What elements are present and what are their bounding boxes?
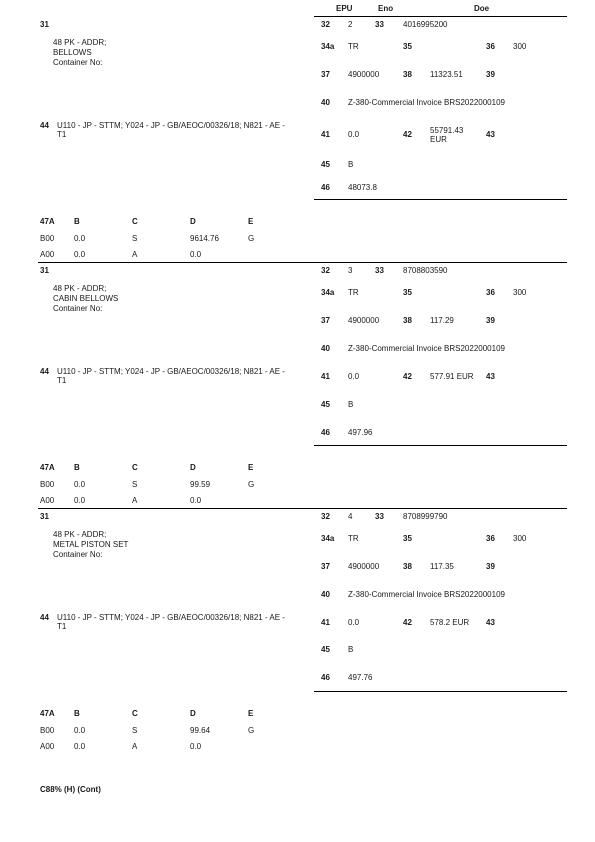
tax-cell: 0.0: [74, 496, 86, 505]
tax-cell: A: [132, 742, 138, 751]
field-34a-value: TR: [348, 534, 359, 543]
field-34a-value: TR: [348, 288, 359, 297]
field-42-value-1: 577.91 EUR: [430, 372, 474, 381]
footer-form-code: C88% (H) (Cont): [40, 785, 101, 794]
field-37-label: 37: [321, 316, 330, 325]
item-separator: [314, 199, 567, 200]
tax-header-b: B: [74, 217, 80, 226]
field-33-value: 8708803590: [403, 266, 448, 275]
goods-desc-line-2: BELLOWS: [53, 48, 92, 57]
field-41-label: 41: [321, 130, 330, 139]
tax-cell: A00: [40, 496, 55, 505]
field-37-label: 37: [321, 562, 330, 571]
box-44-text-2: T1: [57, 622, 67, 631]
field-43-label: 43: [486, 372, 495, 381]
item-separator: [314, 691, 567, 692]
field-36-label: 36: [486, 42, 495, 51]
field-33-label: 33: [375, 266, 384, 275]
tax-cell: 0.0: [74, 742, 86, 751]
box-44-text-1: U110 - JP - STTM; Y024 - JP - GB/AEOC/00326/18; N821 - AE -: [57, 613, 285, 622]
field-40-value: Z-380-Commercial Invoice BRS2022000109: [348, 98, 505, 107]
field-36-value: 300: [513, 42, 527, 51]
field-32-value: 3: [348, 266, 353, 275]
field-37-label: 37: [321, 70, 330, 79]
field-35-label: 35: [403, 534, 412, 543]
tax-header-c: C: [132, 217, 138, 226]
goods-desc-line-1: 48 PK - ADDR;: [53, 284, 107, 293]
field-34a-label: 34a: [321, 534, 335, 543]
box-31-label: 31: [40, 20, 49, 29]
item-separator: [314, 445, 567, 446]
tax-cell: S: [132, 480, 138, 489]
field-46-label: 46: [321, 183, 330, 192]
tax-header-47a: 47A: [40, 463, 55, 472]
field-41-label: 41: [321, 372, 330, 381]
field-42-value-2: EUR: [430, 135, 447, 144]
tax-cell: 99.64: [190, 726, 211, 735]
goods-desc-line-3: Container No:: [53, 304, 103, 313]
field-46-value: 497.96: [348, 428, 373, 437]
field-39-label: 39: [486, 562, 495, 571]
field-43-label: 43: [486, 618, 495, 627]
tax-cell: B00: [40, 234, 55, 243]
field-36-value: 300: [513, 288, 527, 297]
goods-desc-line-1: 48 PK - ADDR;: [53, 530, 107, 539]
box-44-text-1: U110 - JP - STTM; Y024 - JP - GB/AEOC/00326/18; N821 - AE -: [57, 367, 285, 376]
field-36-label: 36: [486, 288, 495, 297]
field-35-label: 35: [403, 42, 412, 51]
tax-cell: S: [132, 234, 138, 243]
tax-cell: A: [132, 496, 138, 505]
field-42-value-1: 55791.43: [430, 126, 464, 135]
tax-cell: A: [132, 250, 138, 259]
box-44-label: 44: [40, 121, 49, 130]
tax-header-b: B: [74, 709, 80, 718]
goods-desc-line-2: CABIN BELLOWS: [53, 294, 119, 303]
field-40-label: 40: [321, 344, 330, 353]
header-epu: EPU: [336, 4, 353, 13]
field-32-label: 32: [321, 512, 330, 521]
field-39-label: 39: [486, 70, 495, 79]
tax-cell: B00: [40, 726, 55, 735]
field-38-value: 11323.51: [430, 70, 463, 79]
field-42-value-1: 578.2 EUR: [430, 618, 470, 627]
field-32-value: 2: [348, 20, 353, 29]
tax-cell: 0.0: [74, 234, 86, 243]
field-42-label: 42: [403, 130, 412, 139]
field-41-value: 0.0: [348, 372, 360, 381]
tax-header-47a: 47A: [40, 709, 55, 718]
field-45-label: 45: [321, 160, 330, 169]
field-41-value: 0.0: [348, 618, 360, 627]
field-41-label: 41: [321, 618, 330, 627]
field-45-value: B: [348, 645, 354, 654]
goods-desc-line-3: Container No:: [53, 550, 103, 559]
tax-header-e: E: [248, 217, 254, 226]
header-rule: [314, 16, 567, 17]
tax-cell: G: [248, 480, 255, 489]
box-44-text-1: U110 - JP - STTM; Y024 - JP - GB/AEOC/00326/18; N821 - AE -: [57, 121, 285, 130]
field-34a-label: 34a: [321, 288, 335, 297]
field-33-value: 8708999790: [403, 512, 448, 521]
field-43-label: 43: [486, 130, 495, 139]
field-40-value: Z-380-Commercial Invoice BRS2022000109: [348, 344, 505, 353]
field-45-label: 45: [321, 400, 330, 409]
field-35-label: 35: [403, 288, 412, 297]
tax-cell: 0.0: [190, 250, 202, 259]
tax-header-b: B: [74, 463, 80, 472]
field-32-label: 32: [321, 266, 330, 275]
field-36-value: 300: [513, 534, 527, 543]
header-doe: Doe: [474, 4, 490, 13]
box-44-label: 44: [40, 613, 49, 622]
tax-header-e: E: [248, 709, 254, 718]
tax-cell: A00: [40, 250, 55, 259]
field-32-label: 32: [321, 20, 330, 29]
field-40-label: 40: [321, 98, 330, 107]
field-38-label: 38: [403, 70, 412, 79]
field-40-value: Z-380-Commercial Invoice BRS2022000109: [348, 590, 505, 599]
tax-header-d: D: [190, 709, 196, 718]
field-45-value: B: [348, 400, 354, 409]
tax-cell: 0.0: [190, 496, 202, 505]
tax-header-d: D: [190, 463, 196, 472]
tax-header-e: E: [248, 463, 254, 472]
field-34a-label: 34a: [321, 42, 335, 51]
tax-cell: G: [248, 234, 255, 243]
tax-cell: 0.0: [74, 250, 86, 259]
tax-header-47a: 47A: [40, 217, 55, 226]
field-46-value: 497.76: [348, 673, 373, 682]
field-46-value: 48073.8: [348, 183, 377, 192]
tax-header-d: D: [190, 217, 196, 226]
field-37-value: 4900000: [348, 316, 380, 325]
field-45-label: 45: [321, 645, 330, 654]
field-42-label: 42: [403, 618, 412, 627]
field-38-value: 117.29: [430, 316, 454, 325]
field-38-value: 117.35: [430, 562, 454, 571]
field-34a-value: TR: [348, 42, 359, 51]
goods-desc-line-1: 48 PK - ADDR;: [53, 38, 107, 47]
goods-desc-line-2: METAL PISTON SET: [53, 540, 129, 549]
tax-cell: G: [248, 726, 255, 735]
field-37-value: 4900000: [348, 562, 380, 571]
tax-header-c: C: [132, 463, 138, 472]
field-33-label: 33: [375, 20, 384, 29]
box-31-label: 31: [40, 266, 49, 275]
goods-desc-line-3: Container No:: [53, 58, 103, 67]
field-42-label: 42: [403, 372, 412, 381]
item-top-rule: [38, 508, 567, 509]
field-32-value: 4: [348, 512, 353, 521]
box-44-text-2: T1: [57, 130, 67, 139]
tax-cell: 0.0: [190, 742, 202, 751]
tax-cell: A00: [40, 742, 55, 751]
field-39-label: 39: [486, 316, 495, 325]
field-46-label: 46: [321, 428, 330, 437]
tax-cell: 9614.76: [190, 234, 219, 243]
field-45-value: B: [348, 160, 354, 169]
box-31-label: 31: [40, 512, 49, 521]
field-37-value: 4900000: [348, 70, 380, 79]
tax-cell: S: [132, 726, 138, 735]
field-41-value: 0.0: [348, 130, 360, 139]
box-44-label: 44: [40, 367, 49, 376]
field-33-value: 4016995200: [403, 20, 448, 29]
tax-header-c: C: [132, 709, 138, 718]
field-40-label: 40: [321, 590, 330, 599]
item-top-rule: [38, 262, 567, 263]
tax-cell: B00: [40, 480, 55, 489]
header-eno: Eno: [378, 4, 394, 13]
tax-cell: 99.59: [190, 480, 211, 489]
tax-cell: 0.0: [74, 726, 86, 735]
field-46-label: 46: [321, 673, 330, 682]
field-38-label: 38: [403, 562, 412, 571]
box-44-text-2: T1: [57, 376, 67, 385]
tax-cell: 0.0: [74, 480, 86, 489]
field-36-label: 36: [486, 534, 495, 543]
field-38-label: 38: [403, 316, 412, 325]
field-33-label: 33: [375, 512, 384, 521]
